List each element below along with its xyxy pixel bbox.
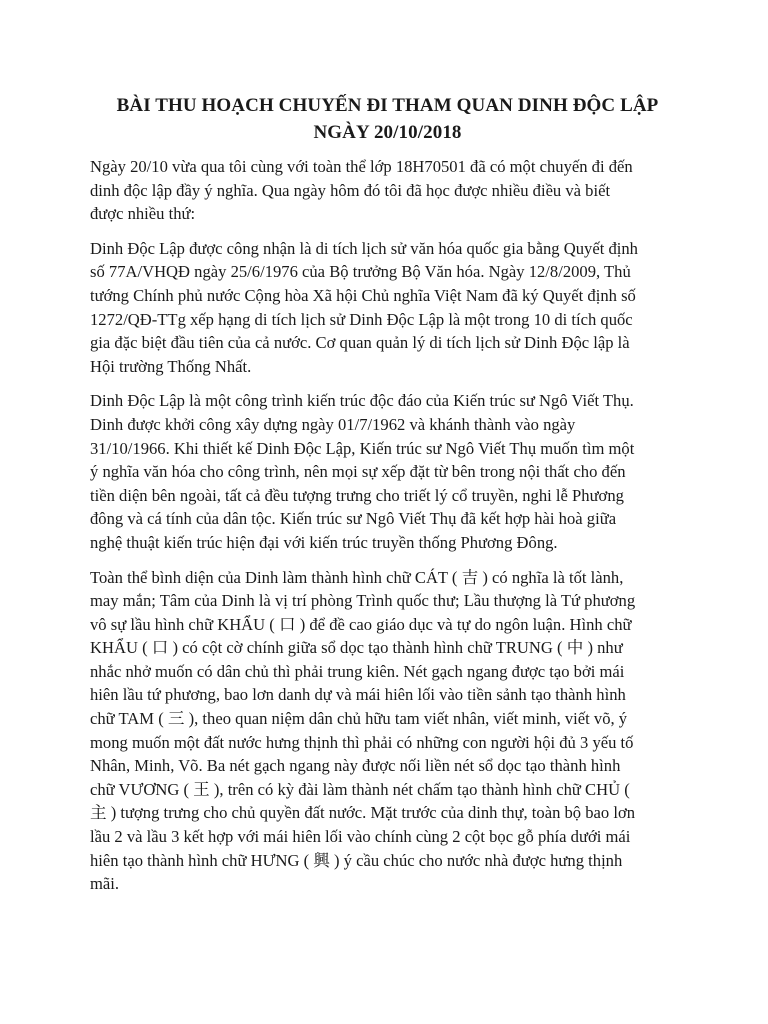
text-line: đông và cá tính của dân tộc. Kiến trúc sư Ngô Viết Thụ đã kết hợp hài hoà giữa (90, 509, 617, 529)
text-line: tiền diện bên ngoài, tất cả đều tượng trưng cho triết lý cổ truyền, nghi lễ Phương (90, 485, 624, 505)
text-line: may mắn; Tâm của Dinh là vị trí phòng Trình quốc thư; Lầu thượng là Tứ phương (90, 591, 636, 611)
text-line: chữ TAM ( 三 ), theo quan niệm dân chủ hữu tam viết nhân, viết minh, viết võ, ý (90, 709, 628, 729)
text-line: gia đặc biệt đầu tiên của cả nước. Cơ quan quản lý di tích lịch sử Dinh Độc lập là (90, 333, 630, 353)
document-page (90, 92, 685, 907)
text-line: dinh độc lập đầy ý nghĩa. Qua ngày hôm đó tôi đã học được nhiều điều và biết (90, 180, 611, 200)
paragraph-history (90, 237, 685, 379)
text-line: Hội trường Thống Nhất. (90, 356, 252, 376)
text-line: 主 ) tượng trưng cho chủ quyền đất nước. Mặt trước của dinh thự, toàn bộ bao lơn (90, 803, 636, 823)
text-line: 1272/QĐ-TTg xếp hạng di tích lịch sử Dinh Độc Lập là một trong 10 di tích quốc (90, 309, 633, 329)
text-line: hiên lầu tứ phương, bao lơn danh dự và mái hiên lối vào tiền sảnh tạo thành hình (90, 685, 626, 705)
document-title (90, 92, 685, 146)
text-line: nhắc nhở muốn có dân chủ thì phải trung kiên. Nét gạch ngang được tạo bởi mái (90, 661, 625, 681)
paragraph-architecture (90, 389, 685, 554)
title-line: BÀI THU HOẠCH CHUYẾN ĐI THAM QUAN DINH ĐỘC LẬP (116, 95, 659, 116)
text-line: nghệ thuật kiến trúc hiện đại với kiến trúc truyền thống Phương Đông. (90, 532, 558, 552)
text-line: được nhiều thứ: (90, 204, 196, 224)
text-line: Ngày 20/10 vừa qua tôi cùng với toàn thể lớp 18H70501 đã có một chuyến đi đến (90, 157, 633, 176)
text-line: chữ VƯƠNG ( 王 ), trên có kỳ đài làm thành nét chấm tạo thành hình chữ CHỦ ( (90, 779, 630, 799)
text-line: tướng Chính phủ nước Cộng hòa Xã hội Chủ nghĩa Việt Nam đã ký Quyết định số (90, 285, 636, 305)
text-line: số 77A/VHQĐ ngày 25/6/1976 của Bộ trưởng Bộ Văn hóa. Ngày 12/8/2009, Thủ (90, 262, 631, 282)
text-line: mãi. (90, 874, 120, 894)
paragraph-symbolism (90, 566, 685, 896)
text-line: mong muốn một đất nước hưng thịnh thì phải có những con người hội đủ 3 yếu tố (90, 732, 634, 752)
text-line: lầu 2 và lầu 3 kết hợp với mái hiên lối vào chính cùng 2 cột bọc gỗ phía dưới mái (90, 827, 631, 847)
text-line: ý nghĩa văn hóa cho công trình, nên mọi sự xếp đặt từ bên trong nội thất cho đến (90, 462, 626, 482)
text-line: Dinh Độc Lập được công nhận là di tích lịch sử văn hóa quốc gia bằng Quyết định (90, 238, 638, 258)
text-line: KHẨU ( 口 ) có cột cờ chính giữa sổ dọc tạo thành hình chữ TRUNG ( 中 ) như (90, 638, 623, 658)
text-line: Dinh được khởi công xây dựng ngày 01/7/1962 và khánh thành vào ngày (90, 414, 576, 434)
text-line: Dinh Độc Lập là một công trình kiến trúc độc đáo của Kiến trúc sư Ngô Viết Thụ. (90, 391, 634, 411)
text-line: Toàn thể bình diện của Dinh làm thành hình chữ CÁT ( 吉 ) có nghĩa là tốt lành, (90, 567, 624, 587)
text-line: Nhân, Minh, Võ. Ba nét gạch ngang này được nối liền nét sổ dọc tạo thành hình (90, 756, 621, 776)
text-line: 31/10/1966. Khi thiết kế Dinh Độc Lập, Kiến trúc sư Ngô Viết Thụ muốn tìm một (90, 438, 635, 458)
title-line: NGÀY 20/10/2018 (313, 122, 462, 143)
text-line: hiên tạo thành hình chữ HƯNG ( 興 ) ý cầu chúc cho nước nhà được hưng thịnh (90, 850, 623, 870)
paragraph-intro (90, 155, 685, 226)
text-line: vô sự lầu hình chữ KHẨU ( 口 ) để đề cao giáo dục và tự do ngôn luận. Hình chữ (90, 614, 632, 634)
